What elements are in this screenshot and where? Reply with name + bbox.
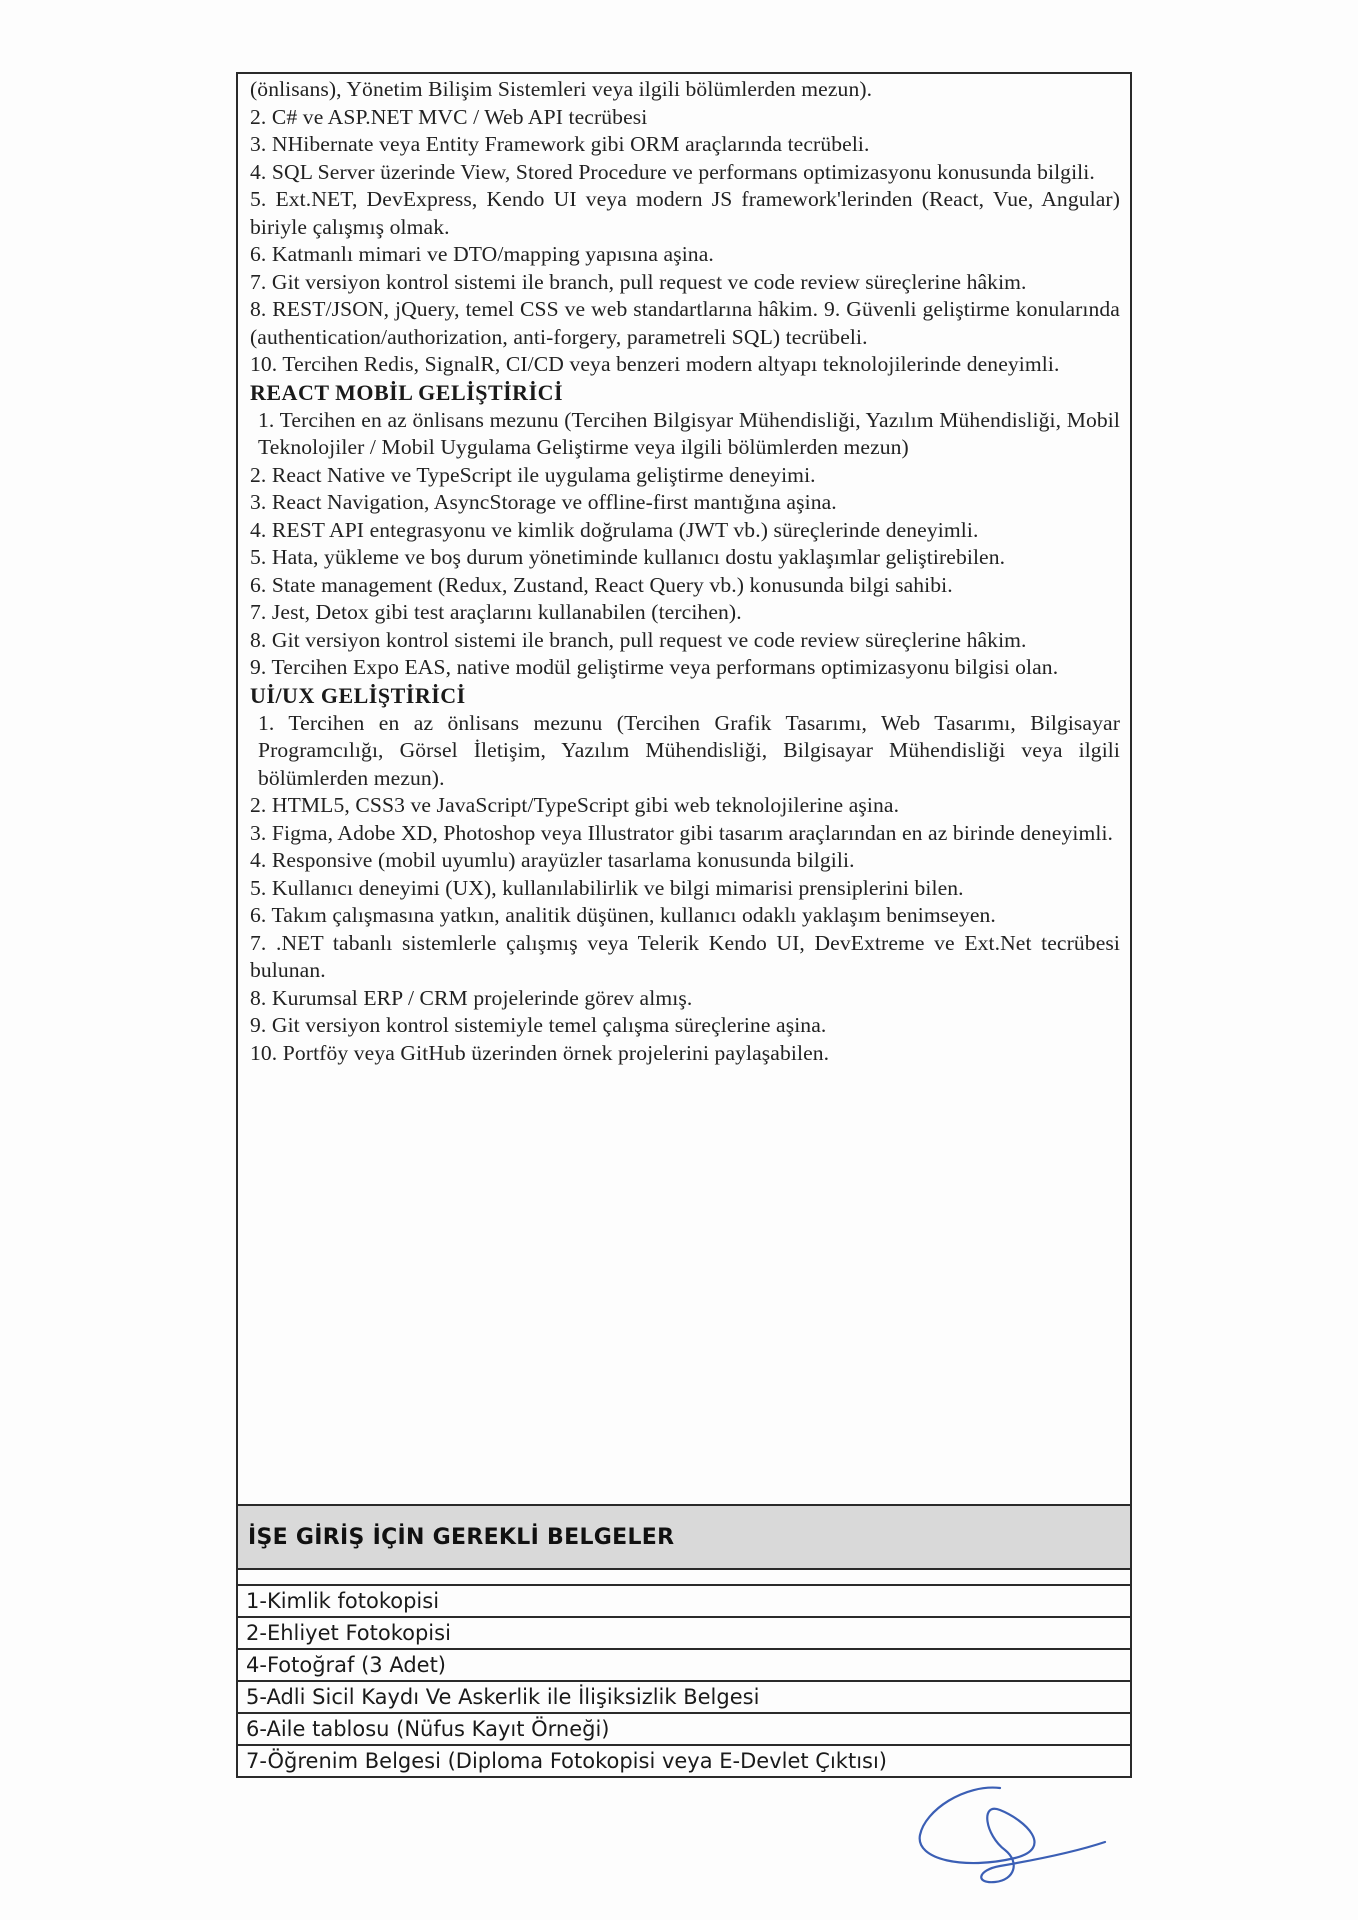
- documents-table-spacer: [238, 1570, 1130, 1586]
- documents-table-header: İŞE GİRİŞ İÇİN GEREKLİ BELGELER: [238, 1506, 1130, 1570]
- requirement-item: 8. REST/JSON, jQuery, temel CSS ve web standartlarına hâkim. 9. Güvenli geliştirme konularında (authentication/authorization, anti-forgery, parametreli SQL) tecrübeli.: [250, 297, 1120, 349]
- react-requirement-item: 4. REST API entegrasyonu ve kimlik doğrulama (JWT vb.) süreçlerinde deneyimli.: [250, 517, 979, 542]
- requirement-item: 5. Ext.NET, DevExpress, Kendo UI veya modern JS framework'lerinden (React, Vue, Angular) biriyle çalışmış olmak.: [250, 187, 1120, 239]
- document-row: 5-Adli Sicil Kaydı Ve Askerlik ile İlişiksizlik Belgesi: [238, 1682, 1130, 1714]
- uiux-requirement-item: 4. Responsive (mobil uyumlu) arayüzler tasarlama konusunda bilgili.: [250, 848, 855, 872]
- react-requirement-item: 8. Git versiyon kontrol sistemi ile branch, pull request ve code review süreçlerine hâkim.: [250, 627, 1027, 652]
- uiux-requirement-item: 7. .NET tabanlı sistemlerle çalışmış veya Telerik Kendo UI, DevExtreme ve Ext.Net tecrübesi bulunan.: [250, 930, 1120, 982]
- uiux-requirement-item: 2. HTML5, CSS3 ve JavaScript/TypeScript gibi web teknolojilerine aşina.: [250, 793, 900, 817]
- requirement-item: 7. Git versiyon kontrol sistemi ile branch, pull request ve code review süreçlerine hâkim.: [250, 269, 1027, 294]
- requirement-item: 4. SQL Server üzerinde View, Stored Procedure ve performans optimizasyonu konusunda bilgili.: [250, 159, 1095, 184]
- react-requirement-item: 9. Tercihen Expo EAS, native modül geliştirme veya performans optimizasyonu bilgisi olan.: [250, 655, 1059, 679]
- uiux-requirement-item: 1. Tercihen en az önlisans mezunu (Tercihen Grafik Tasarımı, Web Tasarımı, Bilgisayar Programcılığı, Görsel İletişim, Yazılım Mühendisliği, Bilgisayar Mühendisliği veya ilgili bölümlerden mezun).: [258, 710, 1120, 790]
- requirement-item: 10. Tercihen Redis, SignalR, CI/CD veya benzeri modern altyapı teknolojilerinde deneyimli.: [250, 352, 1060, 376]
- requirement-item: (önlisans), Yönetim Bilişim Sistemleri veya ilgili bölümlerden mezun).: [250, 77, 873, 101]
- uiux-requirement-item: 3. Figma, Adobe XD, Photoshop veya Illustrator gibi tasarım araçlarından en az birinde deneyimli.: [250, 820, 1114, 845]
- react-requirement-item: 7. Jest, Detox gibi test araçlarını kullanabilen (tercihen).: [250, 600, 742, 624]
- uiux-requirement-item: 9. Git versiyon kontrol sistemiyle temel çalışma süreçlerine aşina.: [250, 1013, 827, 1037]
- document-row: 1-Kimlik fotokopisi: [238, 1586, 1130, 1618]
- requirements-content: [250, 76, 1120, 1067]
- react-section-title: REACT MOBİL GELİŞTİRİCİ: [250, 379, 564, 405]
- document-row: 7-Öğrenim Belgesi (Diploma Fotokopisi veya E-Devlet Çıktısı): [246, 1749, 888, 1773]
- react-requirement-item: 3. React Navigation, AsyncStorage ve offline-first mantığına aşina.: [250, 490, 837, 514]
- requirement-item: 3. NHibernate veya Entity Framework gibi ORM araçlarında tecrübeli.: [250, 132, 870, 156]
- react-requirement-item: 5. Hata, yükleme ve boş durum yönetiminde kullanıcı dostu yaklaşımlar geliştirebilen.: [250, 545, 1006, 569]
- document-row: 6-Aile tablosu (Nüfus Kayıt Örneği): [238, 1714, 1130, 1746]
- handwritten-signature: [905, 1780, 1115, 1890]
- requirement-item: 2. C# ve ASP.NET MVC / Web API tecrübesi: [250, 104, 648, 129]
- uiux-requirement-item: 8. Kurumsal ERP / CRM projelerinde görev almış.: [250, 985, 693, 1010]
- uiux-requirement-item: 6. Takım çalışmasına yatkın, analitik düşünen, kullanıcı odaklı yaklaşım benimseyen.: [250, 903, 996, 927]
- required-documents-table: [236, 1504, 1132, 1778]
- uiux-requirement-item: 5. Kullanıcı deneyimi (UX), kullanılabilirlik ve bilgi mimarisi prensiplerini bilen.: [250, 875, 964, 900]
- requirement-item: 6. Katmanlı mimari ve DTO/mapping yapısına aşina.: [250, 242, 714, 266]
- document-row: 2-Ehliyet Fotokopisi: [238, 1618, 1130, 1650]
- react-requirement-item: 1. Tercihen en az önlisans mezunu (Tercihen Bilgisyar Mühendisliği, Yazılım Mühendisliği, Mobil Teknolojiler / Mobil Uygulama Geliştirme veya ilgili bölümlerden mezun): [258, 407, 1120, 459]
- uiux-requirement-item: 10. Portföy veya GitHub üzerinden örnek projelerini paylaşabilen.: [250, 1040, 830, 1065]
- react-requirement-item: 2. React Native ve TypeScript ile uygulama geliştirme deneyimi.: [250, 462, 816, 487]
- document-row: 4-Fotoğraf (3 Adet): [238, 1650, 1130, 1682]
- react-requirement-item: 6. State management (Redux, Zustand, React Query vb.) konusunda bilgi sahibi.: [250, 572, 953, 597]
- uiux-section-title: Uİ/UX GELİŞTİRİCİ: [250, 682, 466, 708]
